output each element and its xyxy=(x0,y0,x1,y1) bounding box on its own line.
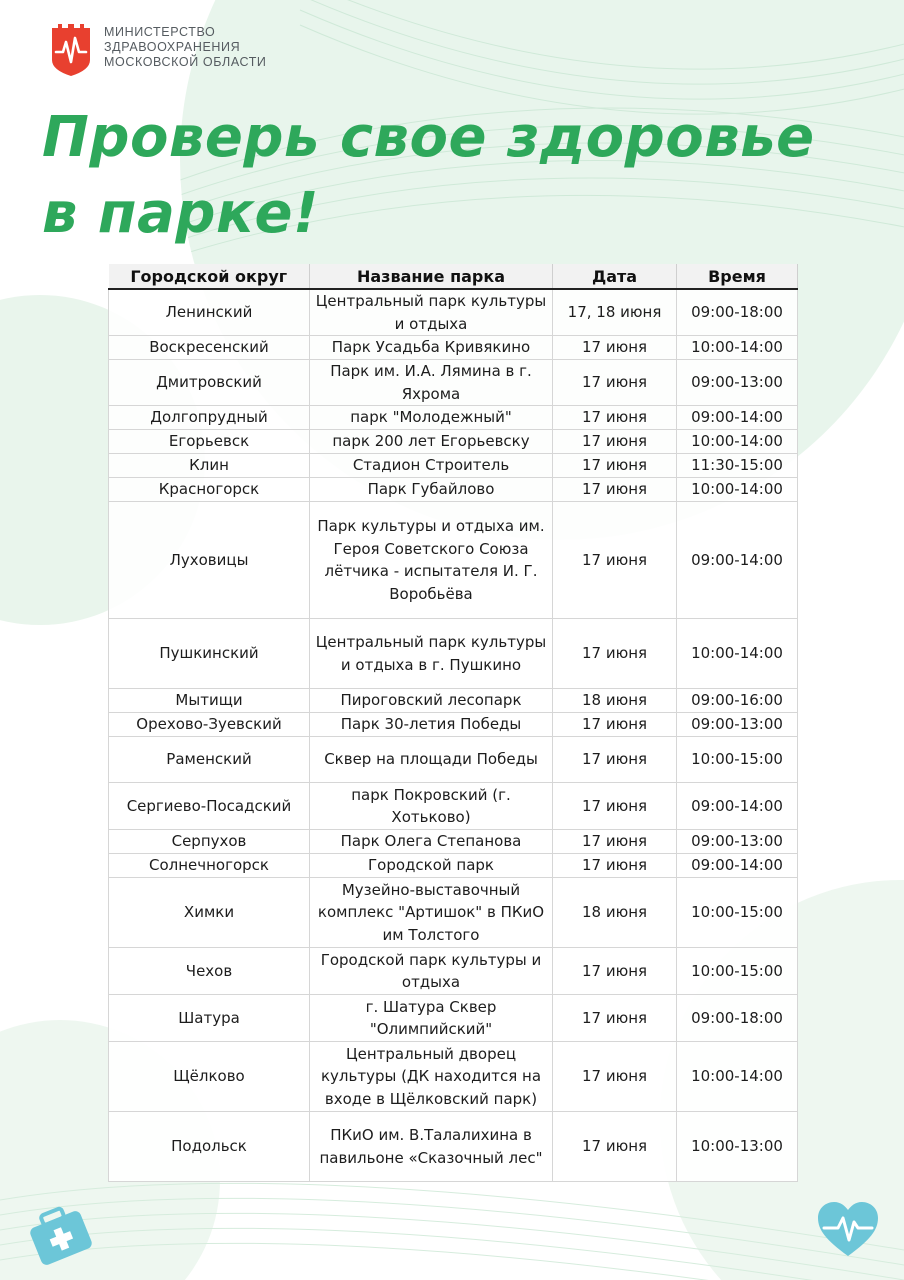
date-cell: 17 июня xyxy=(553,1112,677,1182)
column-header-time: Время xyxy=(677,264,798,289)
park-cell: Парк Олега Степанова xyxy=(310,830,553,854)
park-cell: Музейно-выставочный комплекс "Артишок" в ПКиО им Толстого xyxy=(310,878,553,948)
district-cell: Сергиево-Посадский xyxy=(109,783,310,830)
date-cell: 17 июня xyxy=(553,360,677,406)
table-row xyxy=(109,502,798,619)
district-cell: Клин xyxy=(109,454,310,478)
time-cell: 09:00-18:00 xyxy=(677,289,798,336)
table-row xyxy=(109,360,798,406)
ministry-logo xyxy=(50,24,267,76)
date-cell: 17 июня xyxy=(553,995,677,1042)
ministry-line-3: МОСКОВСКОЙ ОБЛАСТИ xyxy=(104,55,267,69)
ministry-line-1: МИНИСТЕРСТВО xyxy=(104,25,216,39)
park-schedule-table xyxy=(108,264,798,1182)
date-cell: 17 июня xyxy=(553,478,677,502)
park-cell: Городской парк xyxy=(310,854,553,878)
table-row xyxy=(109,878,798,948)
table-row xyxy=(109,336,798,360)
time-cell: 09:00-13:00 xyxy=(677,360,798,406)
district-cell: Шатура xyxy=(109,995,310,1042)
date-cell: 17 июня xyxy=(553,454,677,478)
date-cell: 17 июня xyxy=(553,737,677,783)
district-cell: Серпухов xyxy=(109,830,310,854)
park-cell: Парк 30-летия Победы xyxy=(310,713,553,737)
time-cell: 09:00-13:00 xyxy=(677,713,798,737)
park-cell: Парк Губайлово xyxy=(310,478,553,502)
time-cell: 09:00-18:00 xyxy=(677,995,798,1042)
time-cell: 09:00-14:00 xyxy=(677,502,798,619)
district-cell: Красногорск xyxy=(109,478,310,502)
date-cell: 17 июня xyxy=(553,406,677,430)
district-cell: Луховицы xyxy=(109,502,310,619)
table-row xyxy=(109,430,798,454)
district-cell: Чехов xyxy=(109,948,310,995)
page-title-line-1: Проверь свое здоровье xyxy=(42,105,815,170)
date-cell: 17, 18 июня xyxy=(553,289,677,336)
date-cell: 18 июня xyxy=(553,878,677,948)
district-cell: Химки xyxy=(109,878,310,948)
table-row xyxy=(109,1112,798,1182)
time-cell: 09:00-14:00 xyxy=(677,406,798,430)
park-cell: Парк Усадьба Кривякино xyxy=(310,336,553,360)
date-cell: 17 июня xyxy=(553,713,677,737)
date-cell: 17 июня xyxy=(553,336,677,360)
date-cell: 17 июня xyxy=(553,1042,677,1112)
district-cell: Орехово-Зуевский xyxy=(109,713,310,737)
date-cell: 17 июня xyxy=(553,854,677,878)
time-cell: 10:00-14:00 xyxy=(677,1042,798,1112)
district-cell: Егорьевск xyxy=(109,430,310,454)
table-row xyxy=(109,289,798,336)
time-cell: 09:00-16:00 xyxy=(677,689,798,713)
time-cell: 11:30-15:00 xyxy=(677,454,798,478)
date-cell: 17 июня xyxy=(553,948,677,995)
park-cell: Стадион Строитель xyxy=(310,454,553,478)
park-cell: ПКиО им. В.Талалихина в павильоне «Сказочный лес" xyxy=(310,1112,553,1182)
table-row xyxy=(109,454,798,478)
table-header-row xyxy=(109,264,798,289)
district-cell: Долгопрудный xyxy=(109,406,310,430)
time-cell: 09:00-13:00 xyxy=(677,830,798,854)
time-cell: 10:00-15:00 xyxy=(677,878,798,948)
district-cell: Щёлково xyxy=(109,1042,310,1112)
park-cell: парк Покровский (г. Хотьково) xyxy=(310,783,553,830)
table-row xyxy=(109,713,798,737)
district-cell: Пушкинский xyxy=(109,619,310,689)
table-row xyxy=(109,689,798,713)
coat-of-arms-icon xyxy=(50,24,92,76)
park-cell: Центральный дворец культуры (ДК находится на входе в Щёлковский парк) xyxy=(310,1042,553,1112)
page-title xyxy=(42,100,892,252)
park-cell: Центральный парк культуры и отдыха в г. Пушкино xyxy=(310,619,553,689)
park-cell: г. Шатура Сквер "Олимпийский" xyxy=(310,995,553,1042)
time-cell: 10:00-15:00 xyxy=(677,948,798,995)
table-row xyxy=(109,406,798,430)
column-header-date: Дата xyxy=(553,264,677,289)
table-row xyxy=(109,854,798,878)
park-cell: Центральный парк культуры и отдыха xyxy=(310,289,553,336)
heart-pulse-icon xyxy=(816,1200,880,1258)
park-cell: парк 200 лет Егорьевску xyxy=(310,430,553,454)
table-row xyxy=(109,737,798,783)
date-cell: 17 июня xyxy=(553,619,677,689)
time-cell: 10:00-14:00 xyxy=(677,478,798,502)
park-cell: Парк культуры и отдыха им. Героя Советского Союза лётчика - испытателя И. Г. Воробьёва xyxy=(310,502,553,619)
time-cell: 09:00-14:00 xyxy=(677,783,798,830)
table-row xyxy=(109,1042,798,1112)
date-cell: 17 июня xyxy=(553,502,677,619)
table-row xyxy=(109,995,798,1042)
park-cell: Городской парк культуры и отдыха xyxy=(310,948,553,995)
time-cell: 10:00-14:00 xyxy=(677,336,798,360)
date-cell: 17 июня xyxy=(553,830,677,854)
time-cell: 10:00-14:00 xyxy=(677,430,798,454)
park-cell: парк "Молодежный" xyxy=(310,406,553,430)
time-cell: 10:00-13:00 xyxy=(677,1112,798,1182)
district-cell: Ленинский xyxy=(109,289,310,336)
district-cell: Дмитровский xyxy=(109,360,310,406)
time-cell: 10:00-15:00 xyxy=(677,737,798,783)
park-cell: Пироговский лесопарк xyxy=(310,689,553,713)
table-row xyxy=(109,830,798,854)
district-cell: Солнечногорск xyxy=(109,854,310,878)
park-cell: Парк им. И.А. Лямина в г. Яхрома xyxy=(310,360,553,406)
date-cell: 17 июня xyxy=(553,783,677,830)
district-cell: Мытищи xyxy=(109,689,310,713)
page-title-line-2: в парке! xyxy=(42,181,320,246)
column-header-district: Городской округ xyxy=(109,264,310,289)
table-row xyxy=(109,783,798,830)
time-cell: 10:00-14:00 xyxy=(677,619,798,689)
park-cell: Сквер на площади Победы xyxy=(310,737,553,783)
district-cell: Раменский xyxy=(109,737,310,783)
column-header-park: Название парка xyxy=(310,264,553,289)
time-cell: 09:00-14:00 xyxy=(677,854,798,878)
ministry-name xyxy=(104,25,267,70)
date-cell: 17 июня xyxy=(553,430,677,454)
date-cell: 18 июня xyxy=(553,689,677,713)
medical-kit-icon xyxy=(26,1198,96,1270)
district-cell: Воскресенский xyxy=(109,336,310,360)
table-row xyxy=(109,948,798,995)
ministry-line-2: ЗДРАВООХРАНЕНИЯ xyxy=(104,40,241,54)
district-cell: Подольск xyxy=(109,1112,310,1182)
table-row xyxy=(109,478,798,502)
table-row xyxy=(109,619,798,689)
